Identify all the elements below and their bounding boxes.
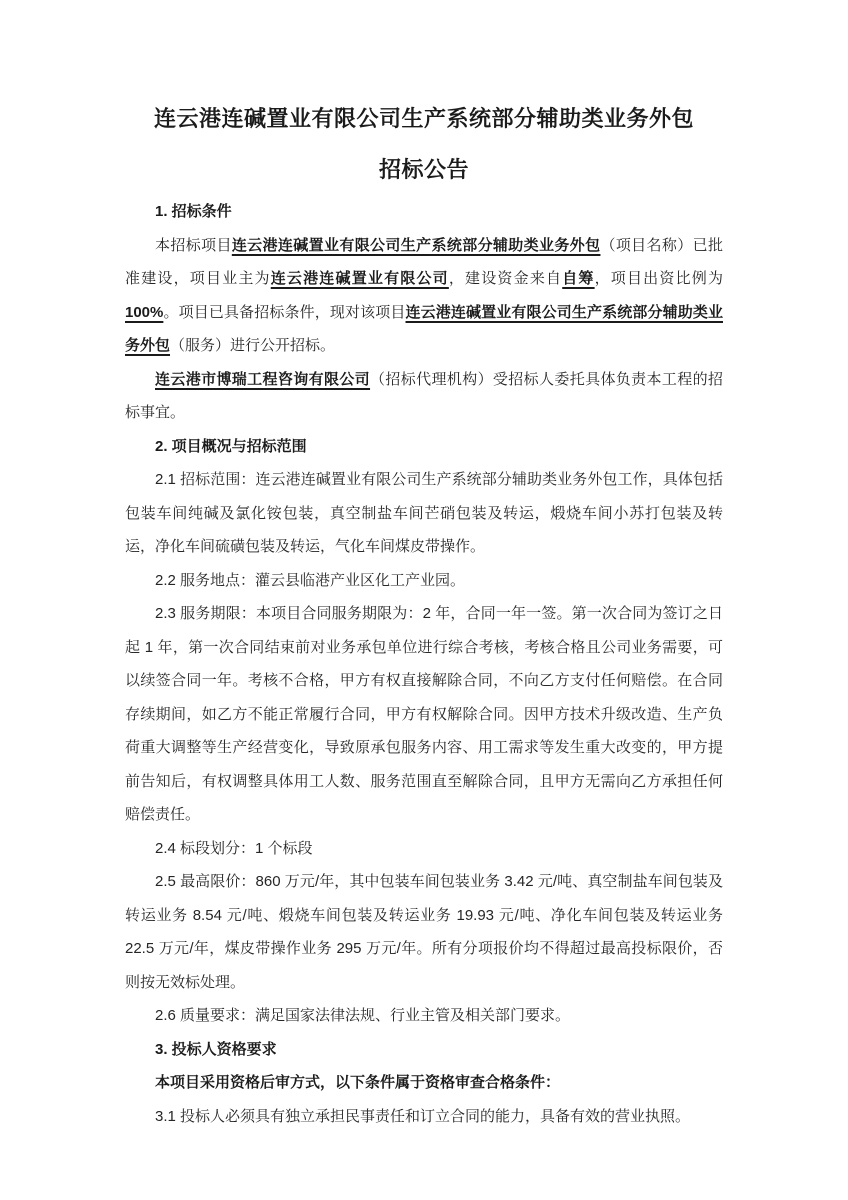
section-heading xyxy=(125,195,723,229)
paragraph xyxy=(125,1100,723,1134)
text-run: 2.6 质量要求：满足国家法律法规、行业主管及相关部门要求。 xyxy=(155,1007,571,1024)
document-title: 连云港连碱置业有限公司生产系统部分辅助类业务外包 xyxy=(153,106,694,131)
section-heading xyxy=(125,1033,723,1067)
paragraph xyxy=(125,865,723,999)
text-run: 本招标项目 xyxy=(155,236,232,254)
text-run: （招标代理机构）受招标人委托具体负责本工程的招标事宜。 xyxy=(125,370,723,421)
section-heading xyxy=(125,430,723,464)
text-run: 100% xyxy=(125,303,164,321)
paragraph xyxy=(125,999,723,1033)
text-run: 2.3 服务期限：本项目合同服务期限为：2 年，合同一年一签。第一次合同为签订之日起 1 年，第一次合同结束前对业务承包单位进行综合考核，考核合格且公司业务需要，可以续签合同一年。考核不合格，甲方有权直接解除合同，不向乙方支付任何赔偿。在合同存续期间，如乙方不能正常履行合同，甲方有权解除合同。因甲方技术升级改造、生产负荷重大调整等生产经营变化，导致原承包服务内容、用工需求等发生重大改变的，甲方提前告知后，有权调整具体用工人数、服务范围直至解除合同，且甲方无需向乙方承担任何赔偿责任。 xyxy=(125,605,723,823)
text-run: 连云港市博瑞工程咨询有限公司 xyxy=(155,370,371,388)
paragraph xyxy=(125,363,723,430)
paragraph xyxy=(125,597,723,832)
text-run: 2.2 服务地点：灌云县临港产业区化工产业园。 xyxy=(155,571,466,589)
paragraph xyxy=(125,463,723,564)
text-run: 连云港连碱置业有限公司 xyxy=(270,270,449,287)
document-subtitle: 招标公告 xyxy=(378,157,469,182)
text-run: 连云港连碱置业有限公司生产系统部分辅助类业务外包 xyxy=(231,236,601,254)
document-body xyxy=(125,195,723,1133)
text-run: 。项目已具备招标条件，现对该项目 xyxy=(163,303,406,321)
text-run: （项目名称）已批准建设，项目业主为 xyxy=(125,236,723,287)
paragraph xyxy=(125,832,723,866)
paragraph xyxy=(125,564,723,598)
text-run: 自筹 xyxy=(562,270,595,287)
text-run: （服务）进行公开招标。 xyxy=(170,337,336,354)
text-run: 3. 投标人资格要求 xyxy=(155,1040,277,1058)
text-run: 3.1 投标人必须具有独立承担民事责任和订立合同的能力，具备有效的营业执照。 xyxy=(155,1107,691,1125)
text-run: 2.4 标段划分：1 个标段 xyxy=(155,839,313,857)
text-run: 2. 项目概况与招标范围 xyxy=(155,437,307,455)
text-run: 2.5 最高限价：860 万元/年，其中包装车间包装业务 3.42 元/吨、真空制盐车间包装及转运业务 8.54 元/吨、煅烧车间包装及转运业务 19.93 元/吨、净化车间包装及转运业务 22.5 万元/年，煤皮带操作业务 295 万元/年。所有分项报价均不得超过最高投标限价，否则按无效标处理。 xyxy=(125,873,723,991)
text-run: 2.1 招标范围：连云港连碱置业有限公司生产系统部分辅助类业务外包工作，具体包括包装车间纯碱及氯化铵包装，真空制盐车间芒硝包装及转运，煅烧车间小苏打包装及转运，净化车间硫磺包装及转运，气化车间煤皮带操作。 xyxy=(125,471,723,555)
text-run: ，建设资金来自 xyxy=(448,270,563,287)
text-run: 1. 招标条件 xyxy=(155,203,232,220)
text-run: 本项目采用资格后审方式，以下条件属于资格审查合格条件： xyxy=(155,1074,561,1091)
text-run: 连云港连碱置业有限公司生产系统部分辅助类业务外包 xyxy=(125,303,723,354)
text-run: ，项目出资比例为 xyxy=(594,270,723,287)
paragraph xyxy=(125,1066,723,1100)
paragraph xyxy=(125,229,723,363)
